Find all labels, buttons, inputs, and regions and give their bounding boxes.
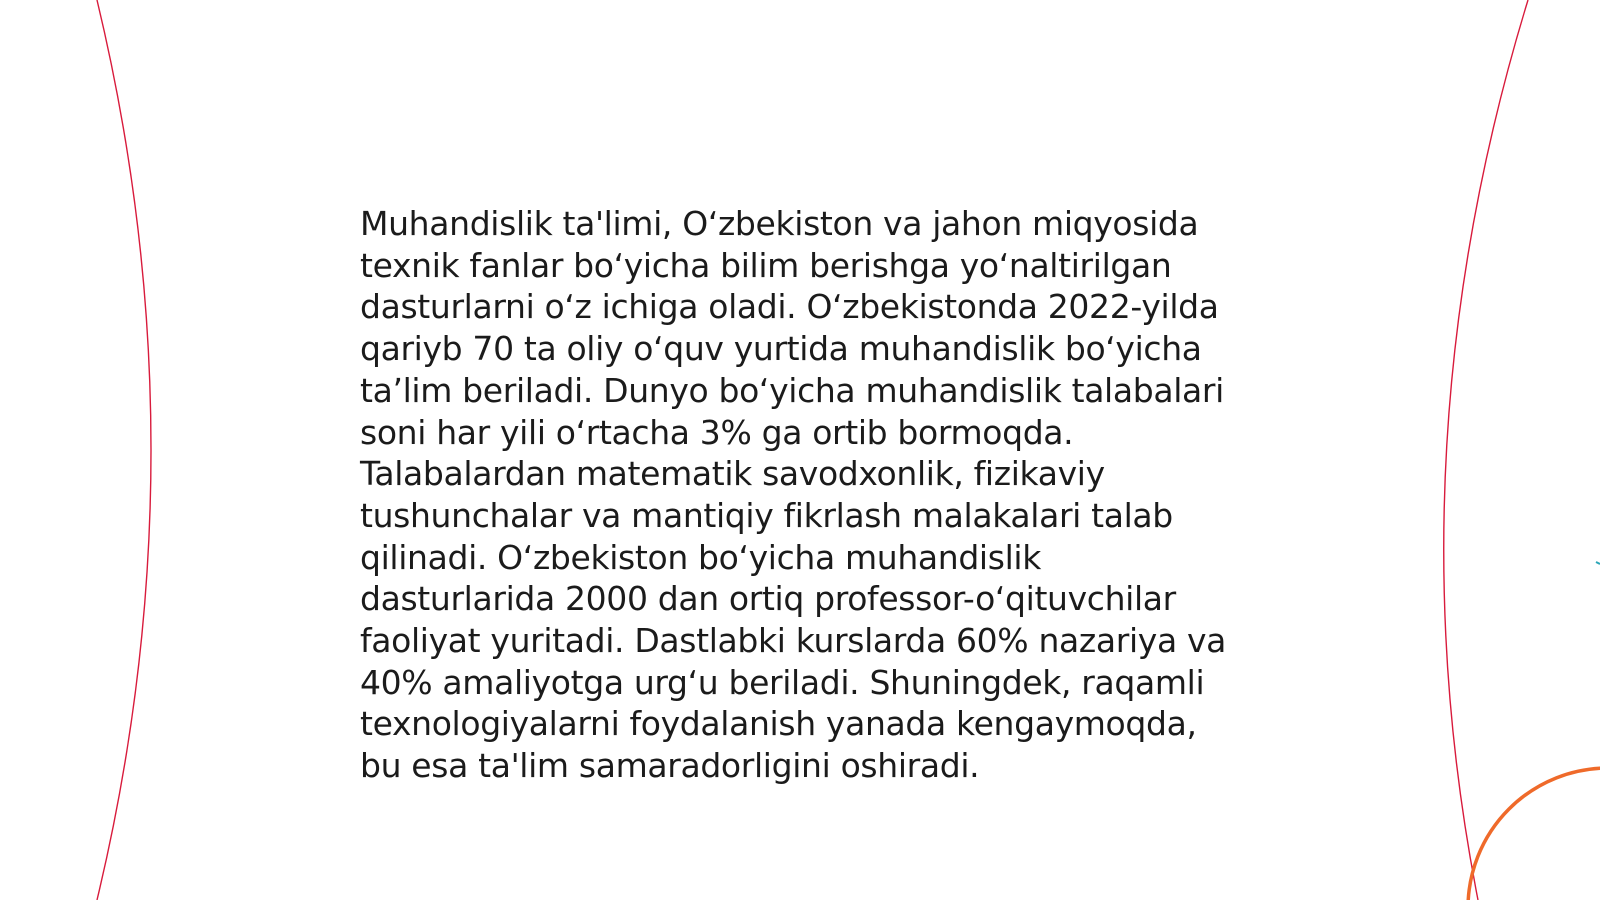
paragraph-line: bu esa ta'lim samaradorligini oshiradi.	[360, 746, 980, 786]
body-paragraph	[360, 203, 1230, 787]
paragraph-line: tushunchalar va mantiqiy fikrlash malakalari talab	[360, 495, 1173, 535]
corner-arc	[1468, 768, 1600, 900]
paragraph-line: ta’lim beriladi. Dunyo bo‘yicha muhandislik talabalari	[360, 370, 1224, 410]
paragraph-line: qariyb 70 ta oliy o‘quv yurtida muhandislik bo‘yicha	[360, 329, 1202, 369]
paragraph-line: dasturlarida 2000 dan ortiq professor-o‘qituvchilar	[360, 579, 1176, 619]
paragraph-line: soni har yili o‘rtacha 3% ga ortib bormoqda.	[360, 412, 1074, 452]
paragraph-line: Talabalardan matematik savodxonlik, fizikaviy	[360, 454, 1105, 494]
paragraph-line: dasturlarni o‘z ichiga oladi. O‘zbekistonda 2022-yilda	[360, 287, 1219, 327]
corner-tick	[1596, 562, 1600, 564]
paragraph-line: Muhandislik ta'limi, O‘zbekiston va jahon miqyosida	[360, 204, 1199, 243]
paragraph-line: faoliyat yuritadi. Dastlabki kurslarda 60% nazariya va	[360, 621, 1227, 661]
paragraph-line: texnik fanlar bo‘yicha bilim berishga yo‘naltirilgan	[360, 245, 1172, 285]
paragraph-line: 40% amaliyotga urg‘u beriladi. Shuningdek, raqamli	[360, 662, 1205, 702]
paragraph-line: qilinadi. O‘zbekiston bo‘yicha muhandislik	[360, 537, 1041, 577]
left-curve-line	[97, 0, 151, 900]
right-curve-line	[1444, 0, 1528, 900]
paragraph-line: texnologiyalarni foydalanish yanada kengaymoqda,	[360, 704, 1197, 744]
